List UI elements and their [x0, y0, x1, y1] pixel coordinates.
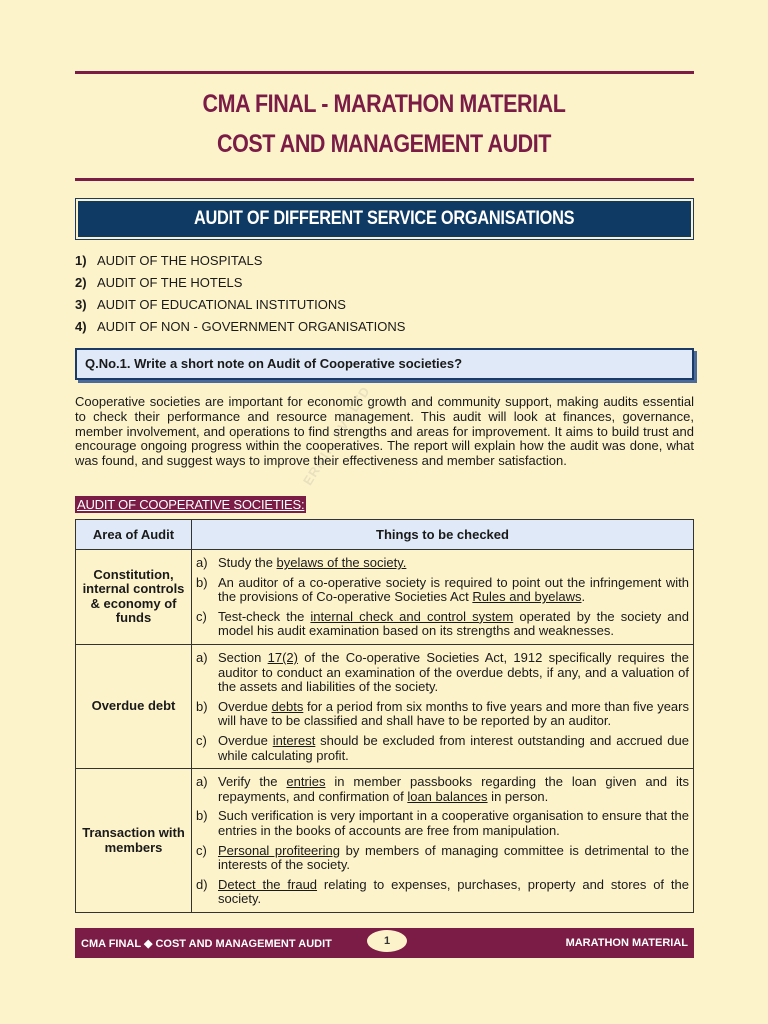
page-number: 1: [367, 930, 407, 952]
question-box: Q.No.1. Write a short note on Audit of Cooperative societies?: [75, 348, 694, 380]
check-item: d) Detect the fraud relating to expenses, purchases, property and stores of the society.: [196, 876, 689, 907]
page-footer: [75, 928, 694, 958]
area-cell: Overdue debt: [76, 644, 192, 768]
things-cell: [192, 644, 694, 768]
footer-right-text: MARATHON MATERIAL: [565, 937, 688, 949]
top-rule: [75, 71, 694, 74]
audit-table: [75, 519, 694, 913]
table-row: [76, 550, 694, 645]
column-header-area: Area of Audit: [76, 520, 192, 550]
check-item: a) Verify the entries in member passbooks regarding the loan given and its repayments, and confirmation of loan balances in person.: [196, 774, 689, 804]
list-item: 3) AUDIT OF EDUCATIONAL INSTITUTIONS: [75, 297, 346, 312]
intro-paragraph: Cooperative societies are important for economic growth and community support, making audits essential to check their performance and resource management. This audit will look at finances, governance, member involvement, and operations to find strengths and areas for improvement. It aims to build trust and encourage ongoing progress within the cooperatives. The report will explain how the audit was done, what was found, and suggest ways to improve their effectiveness and member satisfaction.: [75, 394, 694, 469]
table-header-row: [76, 520, 694, 550]
table-row: [76, 769, 694, 913]
check-item: b) Such verification is very important in a cooperative organisation to ensure that the entries in the books of accounts are free from manipulation.: [196, 808, 689, 838]
check-item: a) Section 17(2) of the Co-operative Societies Act, 1912 specifically requires the auditor to conduct an examination of the overdue debts, if any, and a valuation of the assets and liabilities of the society.: [196, 649, 689, 695]
subheading: AUDIT OF COOPERATIVE SOCIETIES:: [77, 497, 305, 512]
list-item: 1) AUDIT OF THE HOSPITALS: [75, 253, 263, 268]
area-cell: Transaction with members: [76, 769, 192, 913]
check-item: b) Overdue debts for a period from six months to five years and more than five years will have to be classified and shall have to be reported by an auditor.: [196, 698, 689, 729]
doc-title-line1: CMA FINAL - MARATHON MATERIAL: [202, 90, 566, 118]
things-cell: [192, 550, 694, 645]
watermark: ERMI… PVT.LTD: [300, 383, 374, 488]
things-cell: [192, 769, 694, 913]
doc-title-line2: COST AND MANAGEMENT AUDIT: [216, 130, 552, 158]
check-item: c) Overdue interest should be excluded from interest outstanding and accrued due while calculating profit.: [196, 732, 689, 763]
list-item: 4) AUDIT OF NON - GOVERNMENT ORGANISATIONS: [75, 319, 406, 334]
check-item: c) Personal profiteering by members of managing committee is detrimental to the interests of the society.: [196, 842, 689, 873]
title-bottom-rule: [75, 178, 694, 181]
list-item: 2) AUDIT OF THE HOTELS: [75, 275, 243, 290]
table-row: [76, 644, 694, 768]
section-banner: [75, 198, 694, 240]
check-item: b) An auditor of a co-operative society is required to point out the infringement with the provisions of Co-operative Societies Act Rules and byelaws.: [196, 574, 689, 605]
topic-list: [75, 252, 405, 340]
area-cell: Constitution, internal controls & economy of funds: [76, 550, 192, 645]
check-item: c) Test-check the internal check and control system operated by the society and model his audit examination based on its strengths and weaknesses.: [196, 608, 689, 639]
footer-left-text: CMA FINAL ◆ COST AND MANAGEMENT AUDIT: [81, 938, 332, 950]
check-item: a) Study the byelaws of the society.: [196, 555, 407, 570]
column-header-things: Things to be checked: [192, 520, 694, 550]
section-title: AUDIT OF DIFFERENT SERVICE ORGANISATIONS: [194, 208, 575, 229]
